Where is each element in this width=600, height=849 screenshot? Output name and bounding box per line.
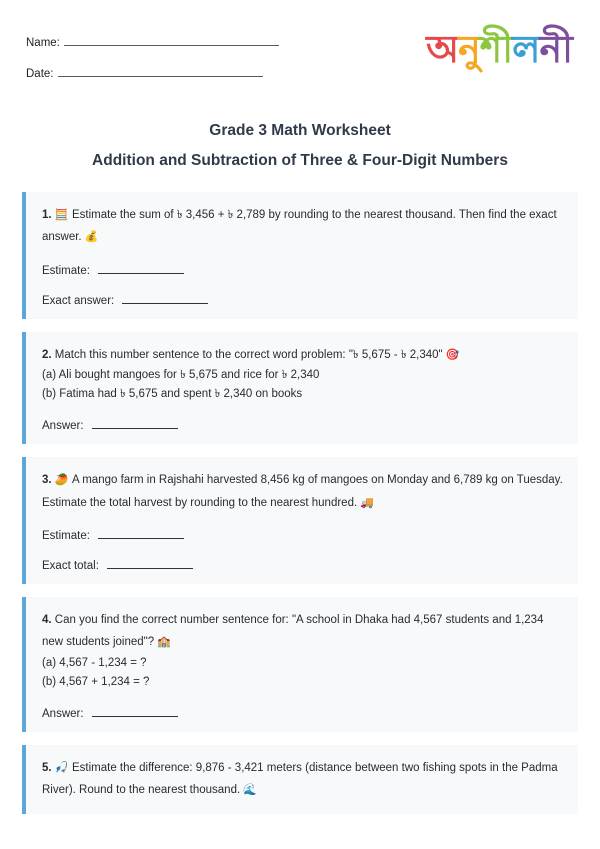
question-text: Estimate the difference: 9,876 - 3,421 meters (distance between two fishing spots in the Padma River). Round to the nearest thousand. [42,761,558,797]
answer-row [42,293,564,307]
question-number: 2. [42,348,55,361]
question-prompt [42,757,564,802]
question-prompt [42,204,564,249]
question-text: Estimate the sum of ৳ 3,456 + ৳ 2,789 by rounding to the nearest thousand. Then find the exact answer. [42,209,557,244]
name-input-line[interactable] [64,34,279,46]
question-text: Can you find the correct number sentence for: "A school in Dhaka had 4,567 students and 1,234 new students joined"? [42,614,544,649]
date-field-row [26,65,279,80]
answer-row [42,418,564,432]
question-lead-icon: 🧮 [54,208,72,221]
answer-label: Exact total: [42,560,99,573]
question-card [22,745,578,814]
page-title: Grade 3 Math Worksheet [209,122,391,139]
answer-input-line[interactable] [122,293,208,304]
question-prompt [42,469,564,514]
worksheet-header [0,0,600,108]
page-subtitle: Addition and Subtraction of Three & Four-Digit Numbers [92,152,508,169]
question-text: Match this number sentence to the correct word problem: "৳ 5,675 - ৳ 2,340" [54,348,446,361]
answer-input-line[interactable] [92,706,178,717]
answer-row [42,263,564,277]
name-field-row [26,34,279,49]
question-prompt [42,344,564,366]
question-number: 5. [42,761,55,774]
answer-row [42,558,564,572]
logo-letter-4: নী [539,27,572,71]
answer-input-line[interactable] [107,558,193,569]
name-label: Name: [26,37,60,49]
question-prompt [42,609,564,654]
question-trail-icon: 🌊 [243,783,258,797]
anushilani-logo [426,27,578,71]
date-input-line[interactable] [58,65,263,77]
question-lead-icon: 🎣 [54,760,72,774]
student-info-fields [26,28,279,96]
answer-row [42,528,564,542]
date-label: Date: [26,68,54,80]
logo-letter-3: ল [512,27,540,71]
logo-letter-2: শী [479,27,513,71]
question-option[interactable]: (a) 4,567 - 1,234 = ? [42,656,147,669]
question-option[interactable]: (b) Fatima had ৳ 5,675 and spent ৳ 2,340 on books [42,388,303,401]
answer-label: Answer: [42,707,84,720]
answer-label: Answer: [42,420,84,433]
questions-list [0,192,600,814]
question-number: 1. [42,209,55,221]
question-lead-icon: 🥭 [54,473,72,487]
question-card [22,457,578,584]
question-number: 4. [42,614,55,627]
question-card [22,332,578,444]
question-card [22,192,578,319]
question-option[interactable]: (b) 4,567 + 1,234 = ? [42,675,150,688]
question-trail-icon: 🎯 [445,347,460,361]
question-card [22,597,578,732]
answer-label: Exact answer: [42,294,115,307]
question-number: 3. [42,474,55,487]
answer-input-line[interactable] [98,528,184,539]
logo-letter-1: নু [458,27,480,71]
question-trail-icon: 🚚 [360,495,375,509]
answer-input-line[interactable] [92,418,178,429]
question-text: A mango farm in Rajshahi harvested 8,456 kg of mangoes on Monday and 6,789 kg on Tuesday. Estimate the total harvest by rounding to the nearest hundred. [42,474,563,509]
logo-letter-0: অ [426,27,459,71]
answer-row [42,706,564,720]
worksheet-titles [0,108,600,170]
answer-label: Estimate: [42,530,90,543]
answer-label: Estimate: [42,264,90,277]
question-option[interactable]: (a) Ali bought mangoes for ৳ 5,675 and rice for ৳ 2,340 [42,369,320,382]
question-trail-icon: 🏫 [157,635,172,649]
question-trail-icon: 💰 [84,230,99,244]
answer-input-line[interactable] [98,263,184,274]
